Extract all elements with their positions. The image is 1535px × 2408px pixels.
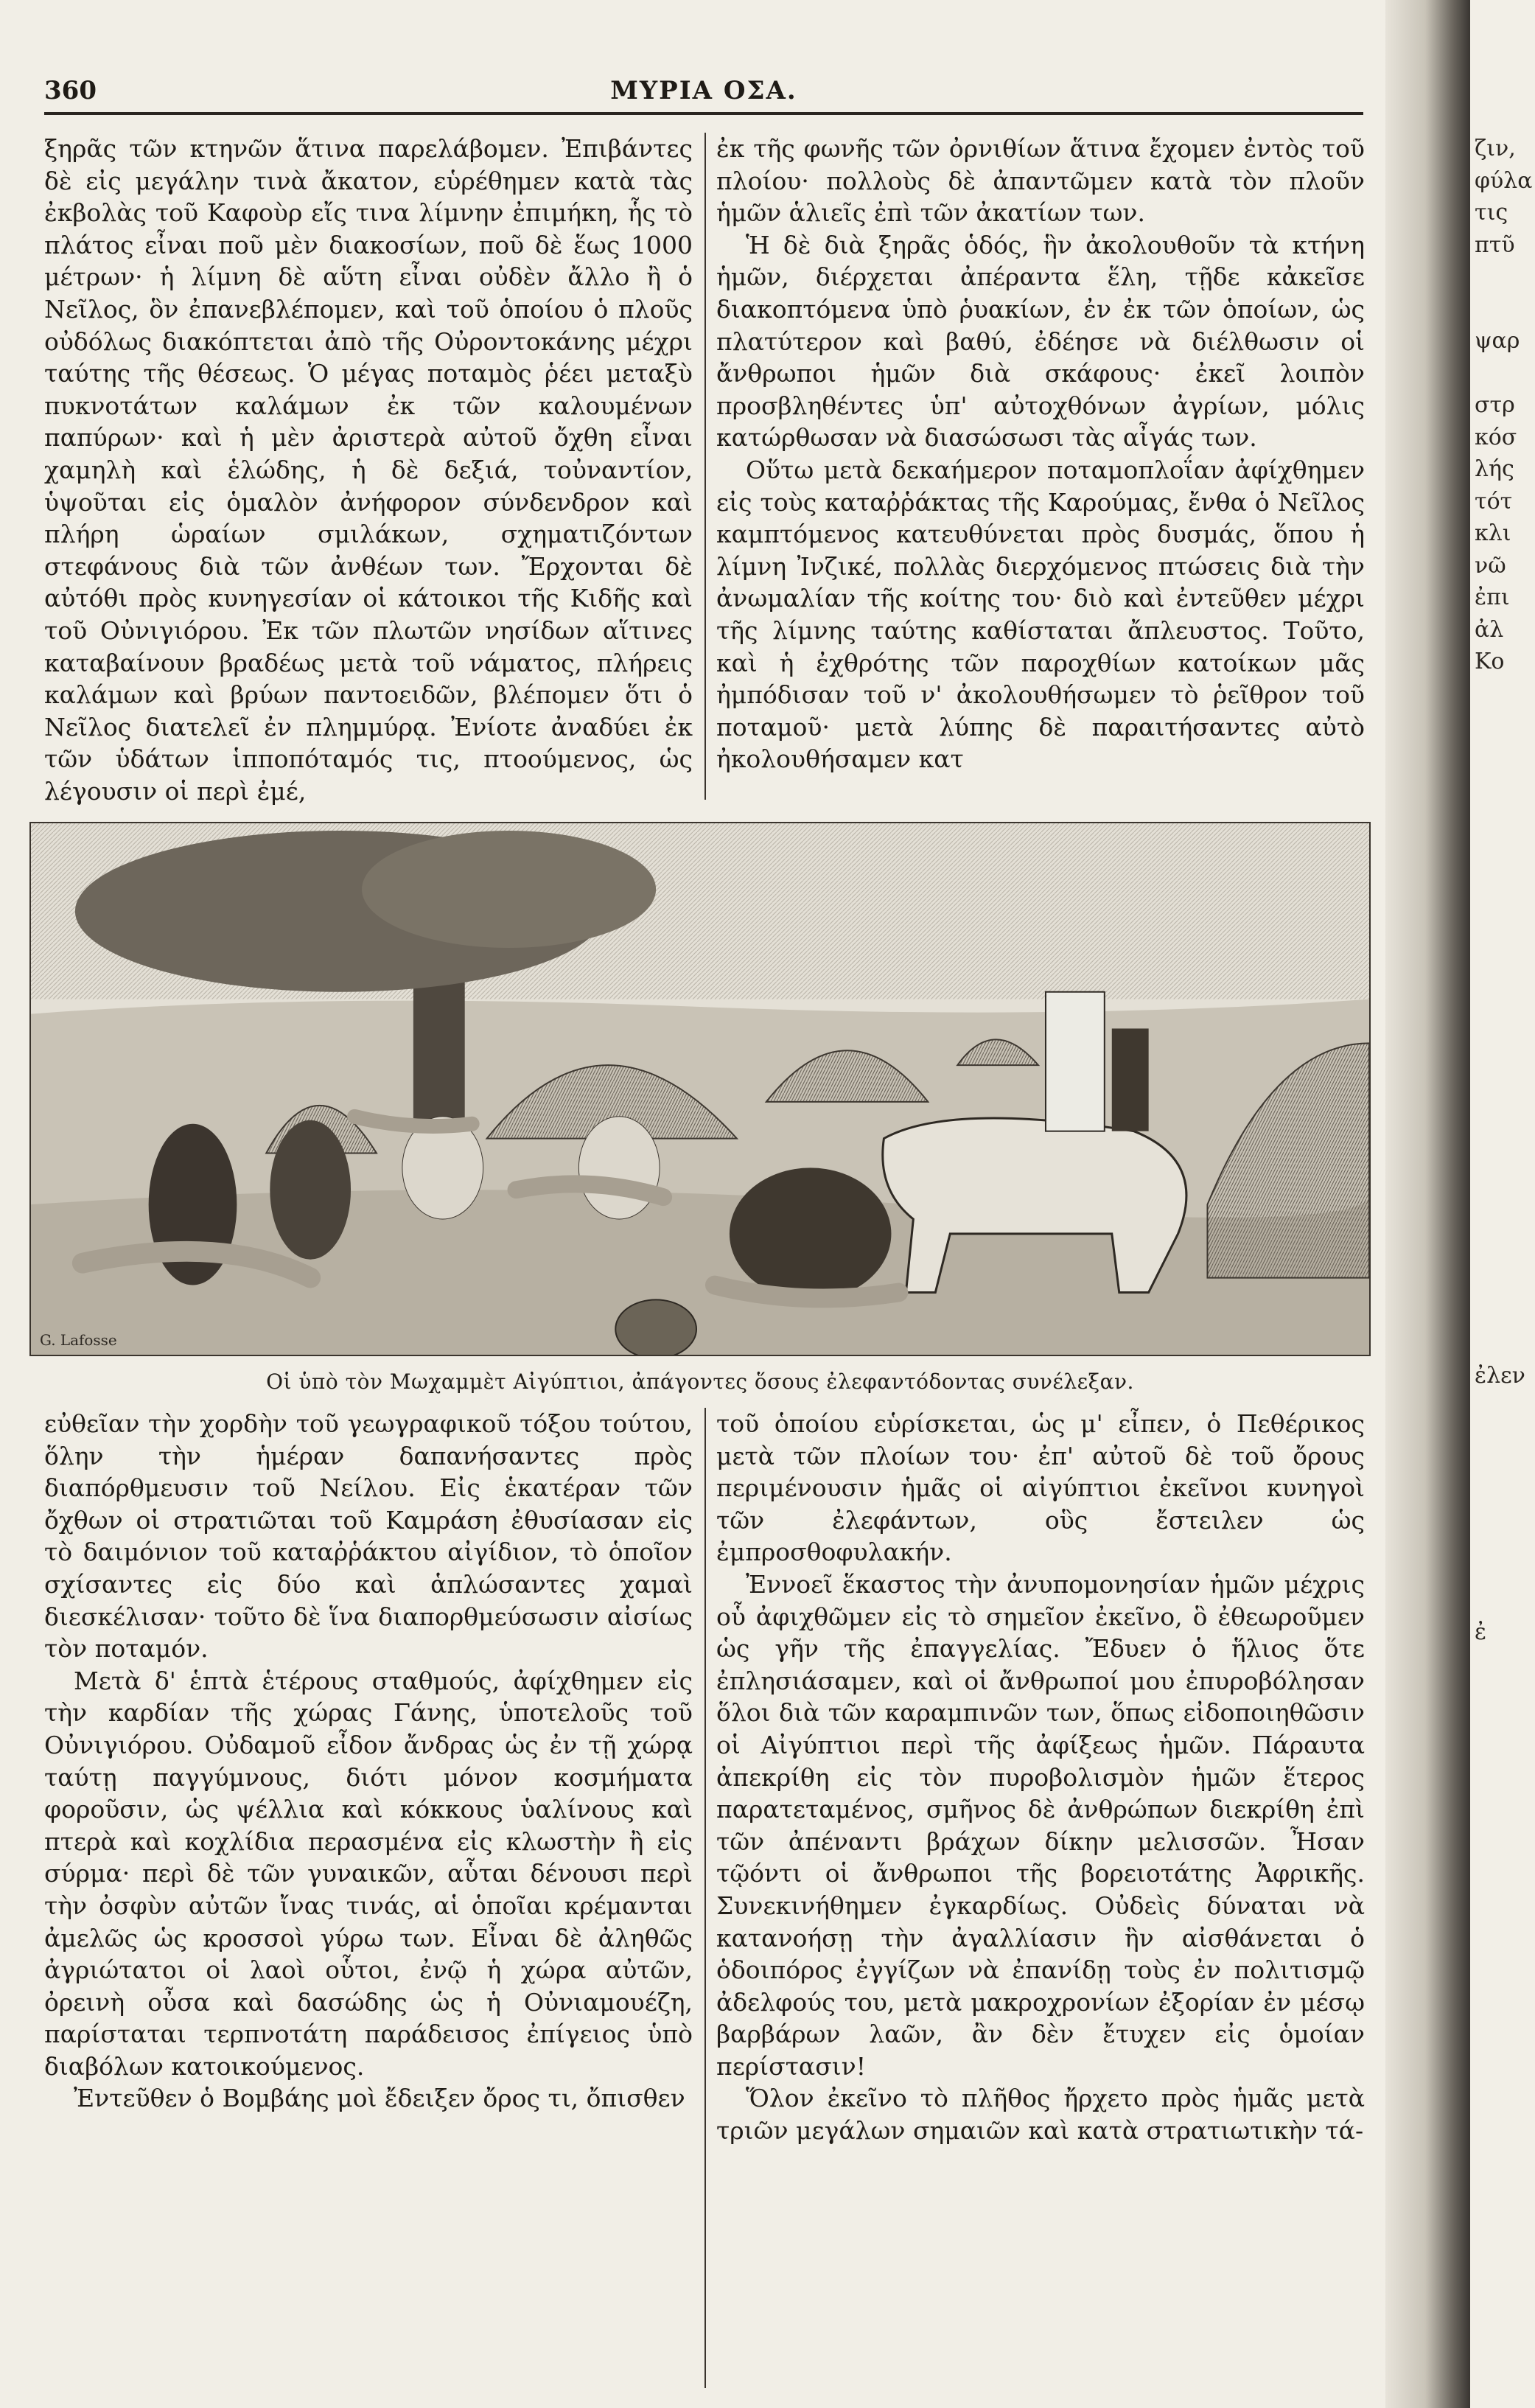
reclining-figure xyxy=(730,1168,892,1299)
facing-page-line: στρ xyxy=(1475,392,1515,418)
facing-page-line xyxy=(1475,1745,1525,1777)
rider xyxy=(1046,992,1105,1131)
paragraph: Ἡ δὲ διὰ ξηρᾶς ὁδός, ἣν ἀκολουθοῦν τὰ κτήνη ἡμῶν, διέρχεται ἀπέραντα ἕλη, τῇδε κἀκεῖσε διακοπτόμενα ὑπὸ ῥυακίων, ἐν ἐκ τῶν ὁποίων, ὡς πλατύτερον καὶ βαθύ, ἐδέησε νὰ διέλθωσιν οἱ ἄνθρωποι ἡμῶν διὰ σκάφους· ἐκεῖ λοιπὸν προσβληθέντες ὑπ' αὐτοχθόνων ἀγρίων, μόλις κατώρθωσαν νὰ διασώσωσι τὰς αἶγάς των. xyxy=(716,230,1365,453)
facing-page-line xyxy=(1475,1521,1525,1553)
facing-page-line: ζιν, xyxy=(1475,136,1516,161)
facing-page-line xyxy=(1475,1456,1525,1489)
facing-page-text-top xyxy=(1475,133,1533,678)
paragraph: ξηρᾶς τῶν κτηνῶν ἅτινα παρελάβομεν. Ἐπιβάντες δὲ εἰς μεγάλην τινὰ ἄκατον, εὑρέθημεν κατὰ τὰς ἐκβολὰς τοῦ Καφοὺρ εἴς τινα λίμνην ἐπιμήκη, ἧς τὸ πλάτος εἶναι ποῦ μὲν διακοσίων, ποῦ δὲ ἕως 1000 μέτρων· ἡ λίμνη δὲ αὕτη εἶναι οὐδὲν ἄλλο ἢ ὁ Νεῖλος, ὃν ἐπανεβλέπομεν, καὶ τοῦ ὁποίου ὁ πλοῦς οὐδόλως διακόπτεται ἀπὸ τῆς Οὐροντοκάνης μέχρι ταύτης τῆς θέσεως. Ὁ μέγας ποταμὸς ῥέει μεταξὺ πυκνοτάτων καλάμων ἐκ τῶν καλουμένων παπύρων· καὶ ἡ μὲν ἀριστερὰ αὐτοῦ ὄχθη εἶναι χαμηλὴ καὶ ἑλώδης, ἡ δὲ δεξιά, τοὐναντίον, ὑψοῦται εἰς ὁμαλὸν ἀνήφορον σύνδενδρον καὶ πλήρη ὡραίων σμιλάκων, σχηματιζόντων στεφάνους διὰ τῶν ἀνθέων των. Ἔρχονται δὲ αὐτόθι πρὸς κυνηγεσίαν οἱ κάτοικοι τῆς Κιδῆς καὶ τοῦ Οὐνιγιόρου. Ἐκ τῶν πλωτῶν νησίδων αἵτινες καταβαίνουν βραδέως μετὰ τοῦ νάματος, πλήρεις καλάμων καὶ βρύων παντοειδῶν, βλέπομεν ὅτι ὁ Νεῖλος διατελεῖ ἐν πλημμύρᾳ. Ἐνίοτε ἀναδύει ἐκ τῶν ὑδάτων ἱπποπόταμός τις, πτοούμενος, ὡς λέγουσιν οἱ περὶ ἐμέ, xyxy=(44,134,693,806)
paragraph: ἐκ τῆς φωνῆς τῶν ὀρνιθίων ἅτινα ἔχομεν ἐντὸς τοῦ πλοίου· πολλοὺς δὲ ἀπαντῶμεν κατὰ τὸν πλοῦν ἡμῶν ἁλιεῖς ἐπὶ τῶν ἀκατίων των. xyxy=(716,134,1365,228)
engraver-signature: G. Lafosse xyxy=(39,1332,117,1350)
facing-page-line: τις xyxy=(1475,200,1508,226)
top-right-column xyxy=(716,133,1365,803)
gourd-vessel xyxy=(615,1299,696,1355)
facing-page-line xyxy=(1475,1488,1525,1521)
page-number: 360 xyxy=(44,76,97,105)
facing-page-line xyxy=(1475,1873,1525,1905)
facing-page-line xyxy=(1475,1841,1525,1874)
paragraph: Οὕτω μετὰ δεκαήμερον ποταμοπλοΐαν ἀφίχθημεν εἰς τοὺς καταῤῥάκτας τῆς Καρούμας, ἔνθα ὁ Νεῖλος καμπτόμενος κατευθύνεται πρὸς δυσμάς, ὅπου ἡ λίμνη Ἰνζικέ, πολλὰς διερχόμενος πτώσεις διὰ τὴν ἀνωμαλίαν τῆς κοίτης του· διὸ καὶ ἐντεῦθεν μέχρι τῆς λίμνης ταύτης καθίσταται ἄπλευστος. Τοῦτο, καὶ ἡ ἐχθρότης τῶν παροχθίων κατοίκων μᾶς ἠμπόδισαν τοῦ ν' ἀκολουθήσωμεν τὸ ῥεῖθρον τοῦ ποταμοῦ· μετὰ λύπης δὲ παραιτήσαντες αὐτὸ ἠκολουθήσαμεν κατ xyxy=(716,455,1365,774)
facing-page-line xyxy=(1475,1777,1525,1810)
seated-figure xyxy=(578,1117,660,1219)
facing-page-line: κόσ xyxy=(1475,424,1517,450)
bottom-left-column xyxy=(44,1408,693,2395)
facing-page-line: ἐπι xyxy=(1475,584,1510,610)
paragraph: Μετὰ δ' ἑπτὰ ἑτέρους σταθμούς, ἀφίχθημεν εἰς τὴν καρδίαν τῆς χώρας Γάνης, ὑποτελοῦς τοῦ Οὐνιγιόρου. Οὐδαμοῦ εἶδον ἄνδρας ὡς ἐν τῇ χώρᾳ ταύτῃ παγγύμνους, διότι μόνον κοσμήματα φοροῦσιν, ὡς ψέλλια καὶ κόκκους ὑαλίνους καὶ πτερὰ καὶ κοχλίδια περασμένα εἰς κλωστὴν ἢ εἰς σύρμα· περὶ δὲ τῶν γυναικῶν, αὗται δένουσι περὶ τὴν ὀσφὺν αὐτῶν ἴνας τινάς, αἱ ὁποῖαι κρέμανται ἀμελῶς ὡς κροσσοὶ γύρω των. Εἶναι δὲ ἀληθῶς ἀγριώτατοι οἱ λαοὶ οὗτοι, ἐνῷ ἡ χώρα αὐτῶν, ὀρεινὴ οὖσα καὶ δασώδης ὡς ἡ Οὐνιαμουέζη, παρίσταται τερπνοτάτη παράδεισος ἐπίγειος ὑπὸ διαβόλων κατοικούμενος. xyxy=(44,1666,693,2081)
seated-figure xyxy=(270,1120,351,1260)
facing-page-line: ἀλ xyxy=(1475,616,1504,643)
facing-page-line xyxy=(1475,1905,1525,1938)
facing-page-line xyxy=(1475,2001,1525,2034)
bottom-right-column xyxy=(716,1408,1365,2395)
facing-page-line: λής xyxy=(1475,456,1514,482)
page-header xyxy=(44,70,1363,114)
paragraph: τοῦ ὁποίου εὑρίσκεται, ὡς μ' εἶπεν, ὁ Πεθέρικος μετὰ τῶν πλοίων του· ἐπ' αὐτοῦ δὲ τοῦ ὄρους περιμένουσιν ἡμᾶς οἱ αἰγύπτιοι ἐκεῖνοι κυνηγοὶ τῶν ἐλεφάντων, οὓς ἔστειλεν ὡς ἐμπροσθοφυλακήν. xyxy=(716,1409,1365,1567)
facing-page-line: ἐ xyxy=(1475,1619,1487,1645)
engraving-image xyxy=(31,823,1369,1355)
paragraph: Ἐντεῦθεν ὁ Βομβάης μοὶ ἔδειξεν ὄρος τι, ὄπισθεν xyxy=(74,2084,685,2113)
facing-page-line xyxy=(1475,1552,1525,1585)
facing-page-line: φύλα xyxy=(1475,167,1533,194)
facing-page-line xyxy=(1475,1649,1525,1681)
engraving-illustration xyxy=(29,822,1371,1356)
facing-page-line xyxy=(1475,1937,1525,1969)
facing-page-text-bottom xyxy=(1475,1360,1525,2098)
facing-page-line: Κο xyxy=(1475,649,1505,674)
facing-page-line xyxy=(1475,293,1533,326)
facing-page-line: ἐλεν xyxy=(1475,1363,1525,1389)
header-rule xyxy=(44,112,1363,115)
book-gutter xyxy=(1385,0,1474,2408)
facing-page-line: κλι xyxy=(1475,520,1511,546)
facing-page-line xyxy=(1475,357,1533,390)
facing-page-line xyxy=(1475,1809,1525,1841)
facing-page-line xyxy=(1475,261,1533,293)
figure-caption: Οἱ ὑπὸ τὸν Μωχαμμὲτ Αἰγύπτιοι, ἀπάγοντες ὅσους ἐλεφαντόδοντας συνέλεξαν. xyxy=(266,1369,1134,1394)
facing-page-edge xyxy=(1470,0,1535,2408)
facing-page-line: τότ xyxy=(1475,488,1513,514)
paragraph: εὐθεῖαν τὴν χορδὴν τοῦ γεωγραφικοῦ τόξου τούτου, ὅλην τὴν ἡμέραν δαπανήσαντες πρὸς διαπόρθμευσιν τοῦ Νείλου. Εἰς ἑκατέραν τῶν ὄχθων οἱ στρατιῶται τοῦ Καμράση ἐθυσίασαν εἰς τὸ δαιμόνιον τοῦ καταῤῥάκτου αἰγίδιον, τὸ ὁποῖον σχίσαντες εἰς δύο καὶ ἁπλώσαντες χαμαὶ διεσκέλισαν· τοῦτο δὲ ἵνα διαπορθμεύσωσιν αἰσίως τὸν ποταμόν. xyxy=(44,1409,693,1664)
facing-page-line xyxy=(1475,1392,1525,1425)
column-rule-bottom xyxy=(704,1408,706,2388)
facing-page-line: πτῦ xyxy=(1475,231,1515,258)
paragraph: Ἐννοεῖ ἕκαστος τὴν ἀνυπομονησίαν ἡμῶν μέχρις οὗ ἀφιχθῶμεν εἰς τὸ σημεῖον ἐκεῖνο, ὃ ἐθεωροῦμεν ὡς γῆν τῆς ἐπαγγελίας. Ἔδυεν ὁ ἥλιος ὅτε ἐπλησιάσαμεν, καὶ οἱ ἄνθρωποί μου ἐπυροβόλησαν ὅλοι διὰ τῶν καραμπινῶν των, ὅπως εἰδοποιηθῶσιν οἱ Αἰγύπτιοι περὶ τῆς ἀφίξεως ἡμῶν. Πάραυτα ἀπεκρίθη εἰς τὸν πυροβολισμὸν ἡμῶν ἕτερος παρατεταμένος, σμῆνος δὲ ἀνθρώπων διεκρίθη ἐπὶ τῶν ἀπέναντι βράχων δίκην μελισσῶν. Ἦσαν τῷόντι οἱ ἄνθρωποι τῆς βορειοτάτης Ἀφρικῆς. Συνεκινήθημεν ἐγκαρδίως. Οὐδεὶς δύναται νὰ κατανοήσῃ τὴν ἀγαλλίασιν ἣν αἰσθάνεται ὁ ὁδοιπόρος ἐγγίζων νὰ ἐπανίδῃ τοὺς ἐν πολιτισμῷ ἀδελφούς του, μετὰ μακροχρονίων ἐξορίαν ἐν μέσῳ βαρβάρων λαῶν, ἂν δὲν ἔτυχεν εἰς ὁμοίαν περίστασιν! xyxy=(716,1569,1365,2081)
facing-page-line xyxy=(1475,1969,1525,2002)
facing-page-line xyxy=(1475,2034,1525,2066)
paragraph: Ὅλον ἐκεῖνο τὸ πλῆθος ἤρχετο πρὸς ἡμᾶς μετὰ τριῶν μεγάλων σημαιῶν καὶ κατὰ στρατιωτικὴν τά- xyxy=(716,2084,1365,2146)
facing-page-line xyxy=(1475,1424,1525,1456)
facing-page-line xyxy=(1475,2065,1525,2098)
facing-page-line xyxy=(1475,1585,1525,1617)
facing-page-line: ψαρ xyxy=(1475,328,1520,354)
rider xyxy=(1112,1028,1149,1131)
facing-page-line: νῶ xyxy=(1475,552,1506,579)
facing-page-line xyxy=(1475,1713,1525,1745)
running-title: ΜΥΡΙΑ ΟΣΑ. xyxy=(610,76,797,105)
top-left-column xyxy=(44,133,693,806)
facing-page-line xyxy=(1475,1681,1525,1713)
column-rule-top xyxy=(704,133,706,800)
